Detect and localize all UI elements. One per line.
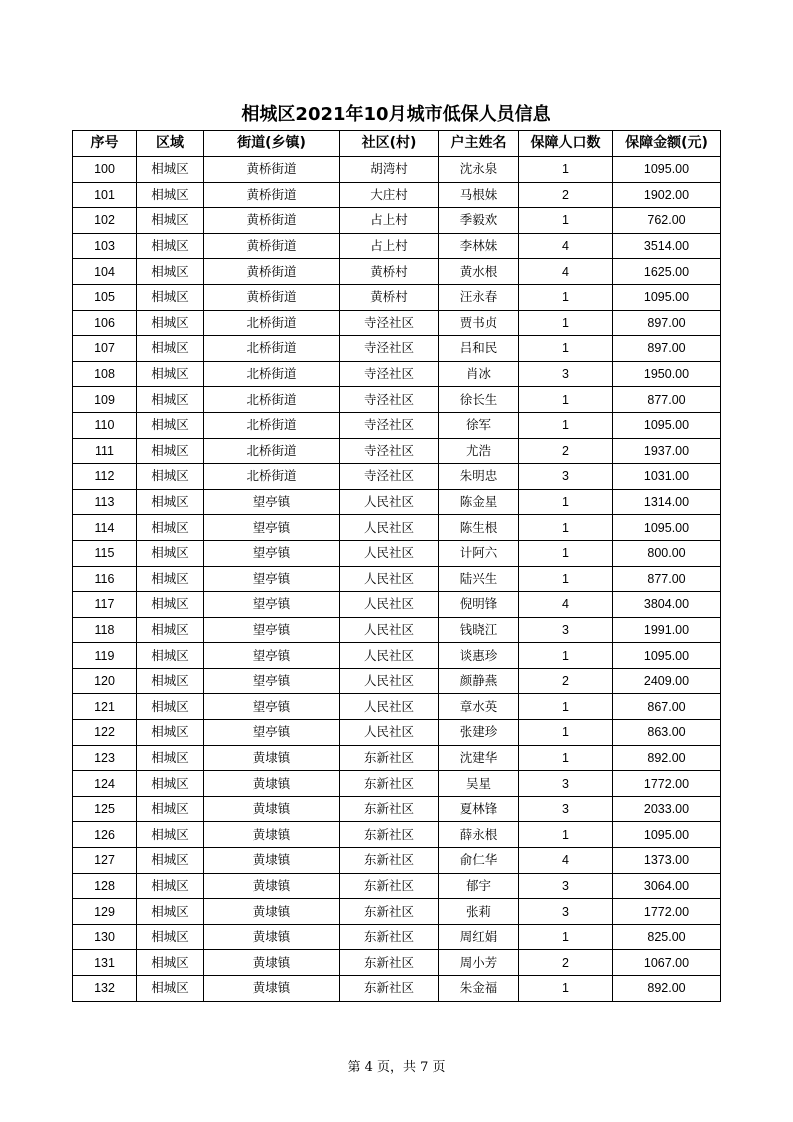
table-row (73, 182, 721, 208)
cell-householder: 钱晓江 (439, 617, 519, 643)
cell-persons: 1 (519, 720, 613, 746)
cell-amount: 897.00 (613, 336, 721, 362)
cell-street: 黄埭镇 (204, 976, 340, 1002)
cell-community: 东新社区 (340, 976, 439, 1002)
cell-persons: 4 (519, 259, 613, 285)
cell-community: 人民社区 (340, 489, 439, 515)
cell-amount: 892.00 (613, 745, 721, 771)
cell-district: 相城区 (137, 284, 204, 310)
cell-householder: 尤浩 (439, 438, 519, 464)
cell-street: 望亭镇 (204, 515, 340, 541)
cell-persons: 2 (519, 438, 613, 464)
cell-index: 103 (73, 233, 137, 259)
cell-persons: 1 (519, 976, 613, 1002)
cell-index: 117 (73, 592, 137, 618)
table-row (73, 515, 721, 541)
cell-street: 北桥街道 (204, 412, 340, 438)
cell-district: 相城区 (137, 643, 204, 669)
cell-index: 127 (73, 848, 137, 874)
cell-community: 人民社区 (340, 566, 439, 592)
cell-index: 125 (73, 796, 137, 822)
cell-community: 寺泾社区 (340, 412, 439, 438)
cell-amount: 2409.00 (613, 668, 721, 694)
cell-district: 相城区 (137, 592, 204, 618)
cell-index: 118 (73, 617, 137, 643)
cell-street: 黄埭镇 (204, 771, 340, 797)
cell-district: 相城区 (137, 796, 204, 822)
cell-amount: 1095.00 (613, 157, 721, 183)
column-header-persons: 保障人口数 (519, 131, 613, 157)
cell-community: 占上村 (340, 233, 439, 259)
table-row (73, 745, 721, 771)
cell-community: 东新社区 (340, 771, 439, 797)
cell-street: 望亭镇 (204, 489, 340, 515)
cell-amount: 3804.00 (613, 592, 721, 618)
cell-persons: 1 (519, 412, 613, 438)
cell-amount: 1625.00 (613, 259, 721, 285)
table-header (73, 131, 721, 157)
cell-persons: 1 (519, 336, 613, 362)
table-row (73, 617, 721, 643)
cell-district: 相城区 (137, 771, 204, 797)
cell-amount: 1772.00 (613, 899, 721, 925)
cell-amount: 877.00 (613, 387, 721, 413)
cell-community: 黄桥村 (340, 259, 439, 285)
cell-street: 黄埭镇 (204, 822, 340, 848)
cell-persons: 4 (519, 592, 613, 618)
cell-persons: 1 (519, 208, 613, 234)
cell-district: 相城区 (137, 720, 204, 746)
cell-street: 望亭镇 (204, 720, 340, 746)
header-row (73, 131, 721, 157)
cell-persons: 3 (519, 464, 613, 490)
cell-persons: 3 (519, 771, 613, 797)
cell-street: 黄桥街道 (204, 284, 340, 310)
cell-district: 相城区 (137, 438, 204, 464)
cell-amount: 1095.00 (613, 822, 721, 848)
cell-community: 寺泾社区 (340, 464, 439, 490)
table-row (73, 899, 721, 925)
cell-street: 北桥街道 (204, 387, 340, 413)
cell-community: 人民社区 (340, 592, 439, 618)
column-header-street: 街道(乡镇) (204, 131, 340, 157)
cell-street: 黄埭镇 (204, 848, 340, 874)
table-row (73, 438, 721, 464)
cell-amount: 897.00 (613, 310, 721, 336)
table-row (73, 796, 721, 822)
cell-amount: 1991.00 (613, 617, 721, 643)
table-row (73, 643, 721, 669)
cell-street: 黄桥街道 (204, 208, 340, 234)
cell-persons: 1 (519, 924, 613, 950)
cell-persons: 3 (519, 796, 613, 822)
table-row (73, 259, 721, 285)
cell-district: 相城区 (137, 950, 204, 976)
table-row (73, 412, 721, 438)
cell-persons: 1 (519, 566, 613, 592)
cell-persons: 3 (519, 361, 613, 387)
table-row (73, 208, 721, 234)
cell-persons: 2 (519, 950, 613, 976)
cell-street: 望亭镇 (204, 566, 340, 592)
cell-street: 北桥街道 (204, 464, 340, 490)
cell-community: 东新社区 (340, 899, 439, 925)
cell-index: 102 (73, 208, 137, 234)
cell-community: 寺泾社区 (340, 336, 439, 362)
table-row (73, 464, 721, 490)
table-row (73, 976, 721, 1002)
cell-amount: 1067.00 (613, 950, 721, 976)
table-row (73, 284, 721, 310)
cell-index: 111 (73, 438, 137, 464)
cell-amount: 762.00 (613, 208, 721, 234)
cell-district: 相城区 (137, 182, 204, 208)
column-header-householder: 户主姓名 (439, 131, 519, 157)
cell-street: 望亭镇 (204, 694, 340, 720)
table-row (73, 489, 721, 515)
cell-householder: 朱明忠 (439, 464, 519, 490)
cell-householder: 薛永根 (439, 822, 519, 848)
table-row (73, 950, 721, 976)
cell-street: 黄桥街道 (204, 259, 340, 285)
cell-district: 相城区 (137, 387, 204, 413)
cell-district: 相城区 (137, 848, 204, 874)
table-row (73, 387, 721, 413)
cell-index: 123 (73, 745, 137, 771)
cell-street: 黄埭镇 (204, 745, 340, 771)
cell-persons: 1 (519, 284, 613, 310)
column-header-community: 社区(村) (340, 131, 439, 157)
cell-persons: 1 (519, 489, 613, 515)
cell-householder: 吕和民 (439, 336, 519, 362)
cell-index: 100 (73, 157, 137, 183)
table-row (73, 822, 721, 848)
cell-amount: 825.00 (613, 924, 721, 950)
cell-street: 黄桥街道 (204, 233, 340, 259)
cell-householder: 颜静燕 (439, 668, 519, 694)
cell-district: 相城区 (137, 310, 204, 336)
cell-community: 寺泾社区 (340, 387, 439, 413)
cell-amount: 3514.00 (613, 233, 721, 259)
cell-community: 东新社区 (340, 745, 439, 771)
cell-index: 128 (73, 873, 137, 899)
cell-index: 116 (73, 566, 137, 592)
cell-amount: 1937.00 (613, 438, 721, 464)
cell-community: 寺泾社区 (340, 438, 439, 464)
cell-community: 人民社区 (340, 617, 439, 643)
cell-community: 人民社区 (340, 643, 439, 669)
cell-community: 人民社区 (340, 720, 439, 746)
cell-community: 东新社区 (340, 950, 439, 976)
cell-householder: 黄水根 (439, 259, 519, 285)
cell-householder: 谈惠珍 (439, 643, 519, 669)
cell-index: 106 (73, 310, 137, 336)
cell-index: 120 (73, 668, 137, 694)
table-row (73, 924, 721, 950)
cell-street: 黄埭镇 (204, 873, 340, 899)
cell-district: 相城区 (137, 259, 204, 285)
cell-community: 大庄村 (340, 182, 439, 208)
cell-householder: 肖冰 (439, 361, 519, 387)
table-row (73, 310, 721, 336)
cell-community: 胡湾村 (340, 157, 439, 183)
cell-community: 黄桥村 (340, 284, 439, 310)
cell-district: 相城区 (137, 694, 204, 720)
table-row (73, 336, 721, 362)
cell-index: 129 (73, 899, 137, 925)
cell-district: 相城区 (137, 489, 204, 515)
cell-amount: 1095.00 (613, 284, 721, 310)
cell-index: 131 (73, 950, 137, 976)
cell-index: 109 (73, 387, 137, 413)
cell-district: 相城区 (137, 976, 204, 1002)
cell-district: 相城区 (137, 566, 204, 592)
cell-district: 相城区 (137, 617, 204, 643)
cell-amount: 1772.00 (613, 771, 721, 797)
cell-persons: 3 (519, 899, 613, 925)
cell-householder: 马根妹 (439, 182, 519, 208)
cell-householder: 张建珍 (439, 720, 519, 746)
cell-amount: 867.00 (613, 694, 721, 720)
cell-amount: 877.00 (613, 566, 721, 592)
cell-street: 望亭镇 (204, 592, 340, 618)
cell-amount: 1095.00 (613, 412, 721, 438)
cell-householder: 贾书贞 (439, 310, 519, 336)
cell-householder: 陈生根 (439, 515, 519, 541)
cell-community: 东新社区 (340, 848, 439, 874)
table-row (73, 720, 721, 746)
cell-district: 相城区 (137, 361, 204, 387)
cell-district: 相城区 (137, 899, 204, 925)
cell-index: 132 (73, 976, 137, 1002)
cell-householder: 徐军 (439, 412, 519, 438)
column-header-district: 区域 (137, 131, 204, 157)
cell-index: 104 (73, 259, 137, 285)
cell-index: 112 (73, 464, 137, 490)
cell-index: 108 (73, 361, 137, 387)
cell-householder: 章水英 (439, 694, 519, 720)
cell-street: 黄桥街道 (204, 182, 340, 208)
cell-persons: 3 (519, 873, 613, 899)
cell-district: 相城区 (137, 233, 204, 259)
cell-index: 105 (73, 284, 137, 310)
cell-index: 114 (73, 515, 137, 541)
cell-amount: 1902.00 (613, 182, 721, 208)
cell-community: 东新社区 (340, 796, 439, 822)
cell-index: 115 (73, 540, 137, 566)
cell-persons: 1 (519, 157, 613, 183)
cell-community: 东新社区 (340, 924, 439, 950)
cell-index: 124 (73, 771, 137, 797)
table-row (73, 361, 721, 387)
cell-persons: 1 (519, 643, 613, 669)
cell-amount: 892.00 (613, 976, 721, 1002)
cell-street: 黄埭镇 (204, 899, 340, 925)
cell-district: 相城区 (137, 157, 204, 183)
cell-householder: 周红娟 (439, 924, 519, 950)
cell-street: 北桥街道 (204, 336, 340, 362)
cell-householder: 张莉 (439, 899, 519, 925)
cell-district: 相城区 (137, 822, 204, 848)
cell-amount: 1373.00 (613, 848, 721, 874)
cell-street: 黄埭镇 (204, 924, 340, 950)
cell-street: 黄埭镇 (204, 950, 340, 976)
cell-index: 126 (73, 822, 137, 848)
cell-persons: 1 (519, 515, 613, 541)
cell-district: 相城区 (137, 668, 204, 694)
table-row (73, 233, 721, 259)
cell-street: 黄埭镇 (204, 796, 340, 822)
cell-district: 相城区 (137, 336, 204, 362)
cell-persons: 2 (519, 668, 613, 694)
cell-persons: 1 (519, 310, 613, 336)
page-footer: 第 4 页，共 7 页 (347, 1060, 446, 1075)
cell-community: 人民社区 (340, 694, 439, 720)
cell-persons: 2 (519, 182, 613, 208)
cell-index: 121 (73, 694, 137, 720)
cell-householder: 李林妹 (439, 233, 519, 259)
cell-householder: 郁宇 (439, 873, 519, 899)
cell-amount: 1314.00 (613, 489, 721, 515)
cell-street: 北桥街道 (204, 361, 340, 387)
cell-community: 东新社区 (340, 822, 439, 848)
table-row (73, 771, 721, 797)
table-row (73, 540, 721, 566)
cell-district: 相城区 (137, 515, 204, 541)
cell-district: 相城区 (137, 745, 204, 771)
cell-community: 人民社区 (340, 540, 439, 566)
cell-persons: 1 (519, 694, 613, 720)
cell-street: 黄桥街道 (204, 157, 340, 183)
cell-householder: 陈金星 (439, 489, 519, 515)
cell-householder: 季毅欢 (439, 208, 519, 234)
cell-street: 望亭镇 (204, 540, 340, 566)
cell-persons: 1 (519, 745, 613, 771)
cell-householder: 汪永春 (439, 284, 519, 310)
table-row (73, 848, 721, 874)
cell-index: 113 (73, 489, 137, 515)
table-row (73, 592, 721, 618)
cell-community: 寺泾社区 (340, 310, 439, 336)
column-header-index: 序号 (73, 131, 137, 157)
cell-persons: 4 (519, 233, 613, 259)
cell-householder: 计阿六 (439, 540, 519, 566)
cell-index: 122 (73, 720, 137, 746)
cell-householder: 俞仁华 (439, 848, 519, 874)
cell-street: 北桥街道 (204, 438, 340, 464)
cell-amount: 1095.00 (613, 515, 721, 541)
cell-householder: 夏林锋 (439, 796, 519, 822)
cell-householder: 沈建华 (439, 745, 519, 771)
cell-householder: 周小芳 (439, 950, 519, 976)
cell-street: 望亭镇 (204, 643, 340, 669)
cell-community: 寺泾社区 (340, 361, 439, 387)
cell-community: 人民社区 (340, 515, 439, 541)
cell-householder: 陆兴生 (439, 566, 519, 592)
cell-householder: 倪明锋 (439, 592, 519, 618)
table-row (73, 668, 721, 694)
cell-district: 相城区 (137, 412, 204, 438)
data-table (72, 130, 721, 1002)
cell-persons: 3 (519, 617, 613, 643)
cell-amount: 1095.00 (613, 643, 721, 669)
cell-street: 北桥街道 (204, 310, 340, 336)
cell-index: 107 (73, 336, 137, 362)
page-title: 相城区2021年10月城市低保人员信息 (241, 104, 551, 125)
cell-amount: 863.00 (613, 720, 721, 746)
cell-persons: 1 (519, 540, 613, 566)
cell-index: 110 (73, 412, 137, 438)
table-row (73, 157, 721, 183)
cell-district: 相城区 (137, 540, 204, 566)
cell-householder: 朱金福 (439, 976, 519, 1002)
cell-index: 101 (73, 182, 137, 208)
cell-amount: 800.00 (613, 540, 721, 566)
cell-householder: 沈永泉 (439, 157, 519, 183)
table-body (73, 157, 721, 1002)
cell-amount: 2033.00 (613, 796, 721, 822)
cell-householder: 吴星 (439, 771, 519, 797)
table-row (73, 566, 721, 592)
cell-community: 东新社区 (340, 873, 439, 899)
cell-street: 望亭镇 (204, 617, 340, 643)
cell-persons: 4 (519, 848, 613, 874)
cell-persons: 1 (519, 387, 613, 413)
cell-index: 119 (73, 643, 137, 669)
cell-community: 人民社区 (340, 668, 439, 694)
table-row (73, 873, 721, 899)
cell-persons: 1 (519, 822, 613, 848)
cell-street: 望亭镇 (204, 668, 340, 694)
cell-district: 相城区 (137, 924, 204, 950)
cell-amount: 1950.00 (613, 361, 721, 387)
cell-district: 相城区 (137, 873, 204, 899)
cell-district: 相城区 (137, 208, 204, 234)
cell-amount: 1031.00 (613, 464, 721, 490)
cell-householder: 徐长生 (439, 387, 519, 413)
cell-community: 占上村 (340, 208, 439, 234)
column-header-amount: 保障金额(元) (613, 131, 721, 157)
table-row (73, 694, 721, 720)
cell-index: 130 (73, 924, 137, 950)
cell-district: 相城区 (137, 464, 204, 490)
cell-amount: 3064.00 (613, 873, 721, 899)
